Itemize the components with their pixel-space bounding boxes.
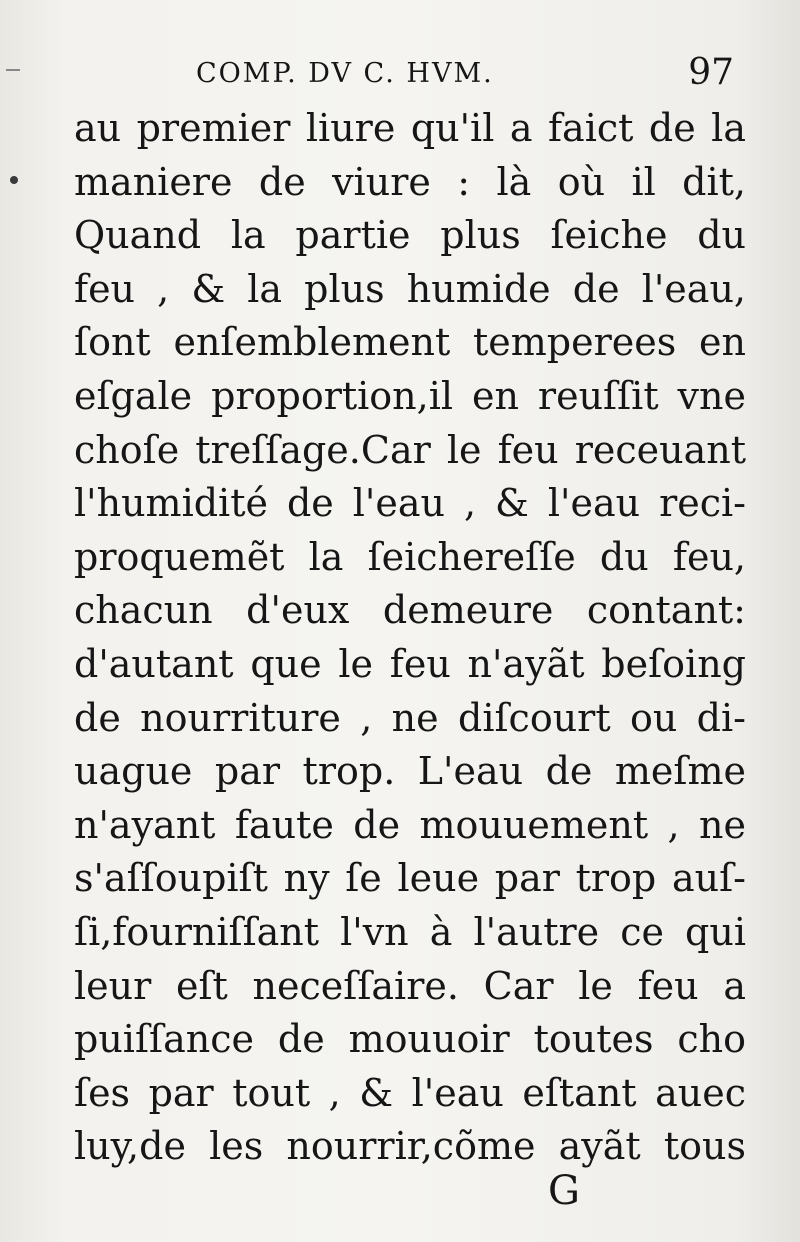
- margin-dash-mark: [6, 69, 20, 71]
- text-line: s'aſſoupiſt ny ſe leue par trop auſ-: [74, 856, 746, 901]
- text-line: ſes par tout , & l'eau eſtant auec: [74, 1070, 746, 1115]
- text-line: proquemẽt la ſeichereſſe du feu,: [74, 534, 746, 579]
- text-line: luy,de les nourrir,cõme ayãt tous: [74, 1124, 746, 1169]
- page-number: 97: [688, 52, 734, 93]
- signature-mark: G: [548, 1168, 580, 1214]
- text-line: ſi,fourniſſant l'vn à l'autre ce qui: [74, 909, 746, 954]
- text-line: l'humidité de l'eau , & l'eau reci-: [74, 481, 746, 526]
- running-head: COMP. DV C. HVM.: [196, 58, 494, 89]
- text-line: leur eſt neceſſaire. Car le feu a: [74, 963, 746, 1008]
- text-line: puiſſance de mouuoir toutes cho: [74, 1017, 746, 1062]
- text-line: feu , & la plus humide de l'eau,: [74, 266, 746, 311]
- margin-ink-dot: [10, 176, 18, 184]
- text-line: choſe treſſage.Car le feu receuant: [74, 427, 746, 472]
- text-line: n'ayant faute de mouuement , ne: [74, 802, 746, 847]
- text-line: uague par trop. L'eau de meſme: [74, 749, 746, 794]
- text-line: d'autant que le feu n'ayãt beſoing: [74, 641, 746, 686]
- text-line: chacun d'eux demeure contant:: [74, 588, 746, 633]
- page-header: [78, 52, 740, 92]
- text-line: au premier liure qu'il a faict de la: [74, 106, 746, 150]
- text-line: maniere de viure : là où il dit,: [74, 159, 746, 204]
- text-line: eſgale proportion,il en reuſſit vne: [74, 373, 746, 418]
- text-line: Quand la partie plus ſeiche du: [74, 213, 746, 258]
- text-line: de nourriture , ne diſcourt ou di-: [74, 695, 746, 740]
- text-line: ſont enſemblement temperees en: [74, 320, 746, 365]
- body-text: [74, 102, 746, 1174]
